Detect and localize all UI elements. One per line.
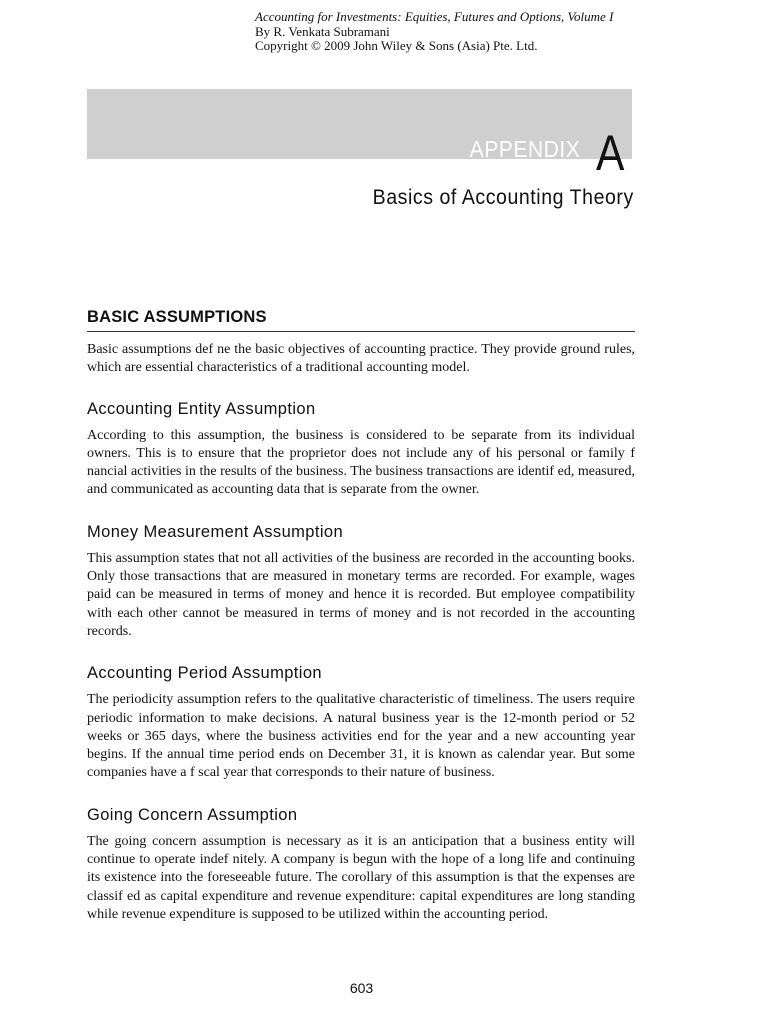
book-title: Accounting for Investments: Equities, Futures and Options, Volume I xyxy=(255,9,614,24)
section-heading: BASIC ASSUMPTIONS xyxy=(87,308,635,332)
subheading-accounting-period: Accounting Period Assumption xyxy=(87,664,322,683)
paragraph-going-concern: The going concern assumption is necessary as it is an anticipation that a business entity will continue to operate indef nitely. A company is begun with the hope of a long life and continuing its existence into the foreseeable future. The corollary of this assumption is that the expenses are classif ed as capital expenditure and revenue expenditure: capital expenditures are long standing while revenue expenditure is supposed to be utilized within the accounting period. xyxy=(87,833,635,922)
paragraph-accounting-period: The periodicity assumption refers to the qualitative characteristic of timeliness. The users require periodic information to make decisions. A natural business year is the 12-month period or 52 weeks or 365 days, where the business activities end for the year and a new accounting year begins. If the annual time period ends on December 31, it is known as calendar year. But some companies have a f scal year that corresponds to their nature of business. xyxy=(87,692,635,781)
intro-paragraph: Basic assumptions def ne the basic objectives of accounting practice. They provide ground rules, which are essential characteristics of a traditional accounting model. xyxy=(87,342,635,376)
page-number: 603 xyxy=(349,980,374,996)
subheading-accounting-entity: Accounting Entity Assumption xyxy=(87,399,316,418)
main-content xyxy=(87,308,635,924)
paragraph-money-measurement: This assumption states that not all activities of the business are recorded in the accounting books. Only those transactions that are measured in monetary terms are recorded. For example, wages paid can be measured in terms of money and hence it is recorded. But employee compatibility with each other cannot be measured in terms of money and is not recorded in the accounting records. xyxy=(87,550,635,639)
subheading-money-measurement: Money Measurement Assumption xyxy=(87,522,344,541)
paragraph-accounting-entity: According to this assumption, the business is considered to be separate from its individual owners. This is to ensure that the proprietor does not include any of his personal or family f nancial activities in the results of the business. The business transactions are identif ed, measured, and communicated as accounting data that is separate from the owner. xyxy=(87,427,635,498)
appendix-letter: A xyxy=(596,125,625,181)
subheading-going-concern: Going Concern Assumption xyxy=(87,805,298,824)
appendix-label: APPENDIX xyxy=(469,136,580,162)
chapter-title: Basics of Accounting Theory xyxy=(372,186,634,209)
copyright-line: Copyright © 2009 John Wiley & Sons (Asia) Pte. Ltd. xyxy=(255,38,538,53)
author-line: By R. Venkata Subramani xyxy=(255,23,390,39)
citation-block xyxy=(255,10,715,54)
